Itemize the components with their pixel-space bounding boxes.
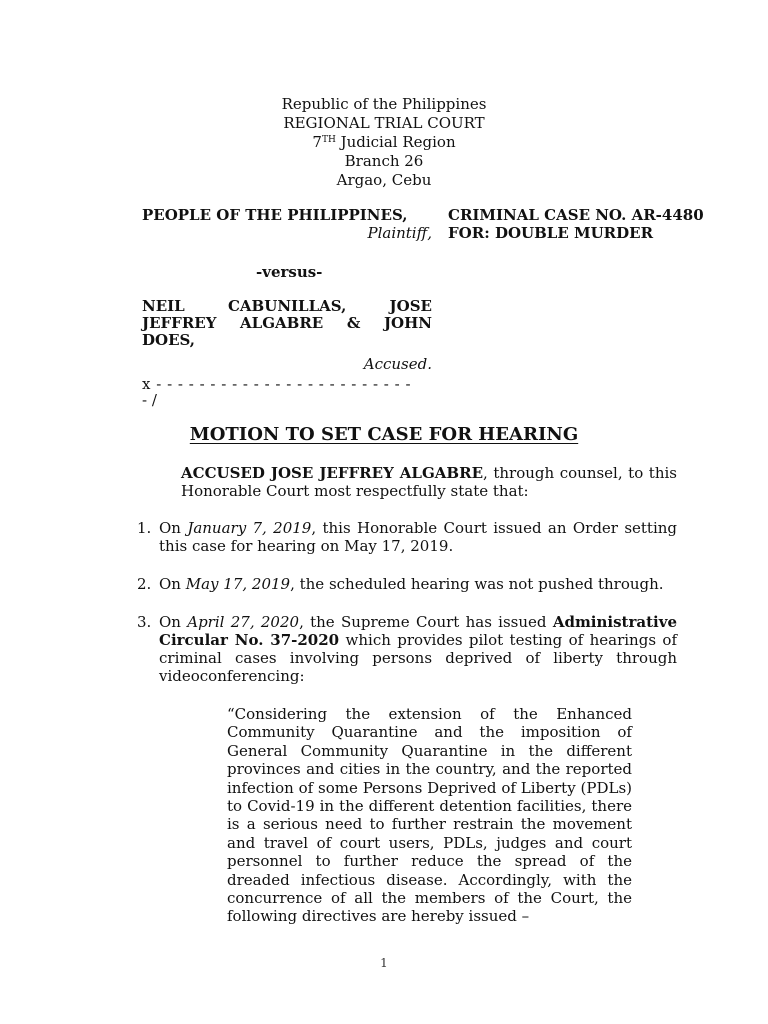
list-item: 3. On April 27, 2020, the Supreme Court has issued Administrative Circular No. 37-2020 which provides pilot testing of hearings of criminal cases involving persons deprived of liberty through videoconferencing: — [137, 613, 677, 685]
plaintiff-role: Plaintiff, — [367, 224, 432, 242]
list-item: 2. On May 17, 2019, the scheduled hearing was not pushed through. — [137, 575, 664, 593]
plaintiff-name: PEOPLE OF THE PHILIPPINES, — [142, 206, 408, 224]
item-date: May 17, 2019 — [185, 575, 291, 593]
circular-reference: Administrative Circular No. 37-2020 — [159, 613, 677, 649]
judicial-region: 7TH Judicial Region — [312, 133, 456, 151]
branch-line: Branch 26 — [344, 152, 424, 170]
court-name: REGIONAL TRIAL COURT — [283, 114, 485, 132]
accused-role: Accused. — [363, 355, 432, 373]
case-number: CRIMINAL CASE NO. AR-4480 — [448, 206, 704, 224]
caption-divider-end: - / — [142, 391, 157, 409]
location-line: Argao, Cebu — [336, 171, 432, 189]
block-quote: “Considering the extension of the Enhanced Community Quarantine and the imposition of General Community Quarantine in the different provinces and cities in the country, and the reported infection of some Persons Deprived of Liberty (PDLs) to Covid-19 in the different detention facilities, there is a serious need to further restrain the movement and travel of court users, PDLs, judges and court personnel to further reduce the spread of the dreaded infectious disease. Accordingly, with the concurrence of all the members of the Court, the following directives are hereby issued – — [227, 705, 632, 926]
page-number: 1 — [380, 956, 388, 970]
item-number: 3. — [137, 613, 152, 631]
case-offense: FOR: DOUBLE MURDER — [448, 224, 654, 242]
motion-title: MOTION TO SET CASE FOR HEARING — [189, 424, 579, 445]
item-date: April 27, 2020 — [187, 613, 300, 631]
versus-label: -versus- — [256, 263, 323, 281]
court-heading — [0, 95, 768, 190]
item-date: January 7, 2019 — [187, 519, 312, 537]
caption-divider: x - - - - - - - - - - - - - - - - - - - - - - - - — [142, 375, 412, 393]
list-item: 1. On January 7, 2019, this Honorable Court issued an Order setting this case for hearing on May 17, 2019. — [137, 519, 678, 555]
republic-line: Republic of the Philippines — [281, 95, 487, 113]
accused-names: NEIL CABUNILLAS, JOSE JEFFREY ALGABRE & JOHN DOES, — [142, 297, 432, 349]
item-number: 2. — [137, 575, 152, 593]
intro-paragraph: ACCUSED JOSE JEFFREY ALGABRE, through counsel, to this Honorable Court most respectfully state that: — [181, 464, 677, 500]
item-number: 1. — [137, 519, 152, 537]
movant-name: ACCUSED JOSE JEFFREY ALGABRE — [181, 464, 484, 482]
